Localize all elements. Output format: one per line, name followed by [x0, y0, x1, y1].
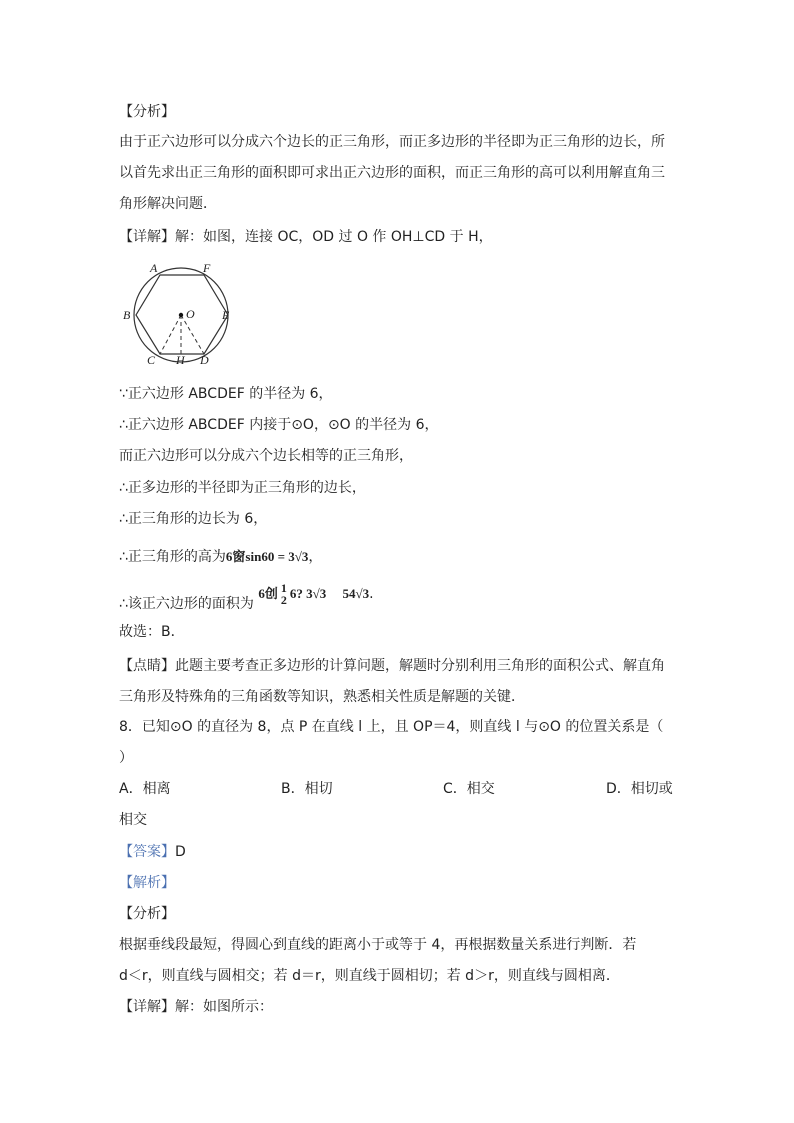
- label-h: H: [176, 353, 185, 367]
- option-a: A．相离: [119, 781, 171, 797]
- area-formula-b: 6? 3√3 54√3: [289, 586, 370, 601]
- option-c: C．相交: [443, 781, 495, 797]
- height-suffix: ，: [308, 549, 323, 565]
- answer-line: 故选：B．: [119, 624, 185, 640]
- height-prefix: ∴正三角形的高为: [119, 549, 226, 565]
- label-b: B: [123, 308, 131, 322]
- fraction-numerator: 1: [280, 581, 287, 595]
- label-o: O: [186, 307, 195, 321]
- q8-analysis-line-1: 根据垂线段最短，得圆心到直线的距离小于或等于 4，再根据数量关系进行判断．若: [119, 937, 637, 953]
- option-d-continued: 相交: [119, 812, 147, 828]
- center-point-o: [179, 313, 183, 317]
- area-suffix: .: [369, 586, 374, 602]
- step-1: ∵正六边形 ABCDEF 的半径为 6，: [119, 386, 333, 402]
- option-d: D．相切或: [606, 781, 673, 797]
- q8-analysis-line-2: d＜r，则直线与圆相交；若 d＝r，则直线于圆相切；若 d＞r，则直线与圆相离．: [119, 968, 620, 984]
- comment-line-1: 【点睛】此题主要考查正多边形的计算问题，解题时分别利用三角形的面积公式、解直角: [119, 658, 665, 674]
- answer-value: D: [175, 844, 186, 860]
- label-d: D: [200, 353, 209, 367]
- answer-row: [119, 842, 186, 862]
- area-prefix: ∴该正六边形的面积为: [119, 596, 254, 612]
- analysis-title: 【分析】: [119, 104, 175, 120]
- comment-line-2: 三角形及特殊角的三角函数等知识，熟悉相关性质是解题的关键．: [119, 689, 525, 705]
- fraction-denominator: 2: [280, 593, 287, 607]
- analysis-line-2: 以首先求出正三角形的面积即可求出正六边形的面积，而正三角形的高可以利用解直角三: [119, 165, 665, 181]
- area-formula-a: 6创: [258, 586, 278, 601]
- area-fraction: [281, 582, 287, 606]
- jiexi-label: 【解析】: [119, 875, 175, 891]
- height-formula: 6窗sin60 = 3√3: [225, 549, 309, 564]
- area-step: [119, 581, 374, 616]
- step-3: 而正六边形可以分成六个边长相等的正三角形，: [119, 448, 413, 464]
- height-step: [119, 547, 322, 567]
- question-8-stem-2: ）: [119, 750, 133, 766]
- segment-oc: [160, 315, 181, 354]
- option-b: B．相切: [281, 781, 333, 797]
- q8-detail-line: 【详解】解：如图所示：: [119, 999, 273, 1015]
- step-2: ∴正六边形 ABCDEF 内接于⊙O，⊙O 的半径为 6，: [119, 417, 439, 433]
- label-c: C: [147, 353, 156, 367]
- question-8-stem-1: 8．已知⊙O 的直径为 8，点 P 在直线 l 上，且 OP＝4，则直线 l 与⊙O 的位置关系是（: [119, 719, 664, 735]
- answer-label: 【答案】: [119, 844, 175, 860]
- analysis-line-3: 角形解决问题．: [119, 196, 217, 212]
- analysis-line-1: 由于正六边形可以分成六个边长的正三角形，而正多边形的半径即为正三角形的边长，所: [119, 134, 665, 150]
- step-4: ∴正多边形的半径即为正三角形的边长，: [119, 480, 366, 496]
- hexagon-figure: [118, 258, 248, 368]
- label-e: E: [222, 308, 230, 322]
- label-a: A: [150, 261, 158, 275]
- detail-line: 【详解】解：如图，连接 OC，OD 过 O 作 OH⊥CD 于 H，: [119, 229, 493, 245]
- label-f: F: [203, 261, 211, 275]
- q8-analysis-title: 【分析】: [119, 906, 175, 922]
- step-5: ∴正三角形的边长为 6，: [119, 511, 268, 527]
